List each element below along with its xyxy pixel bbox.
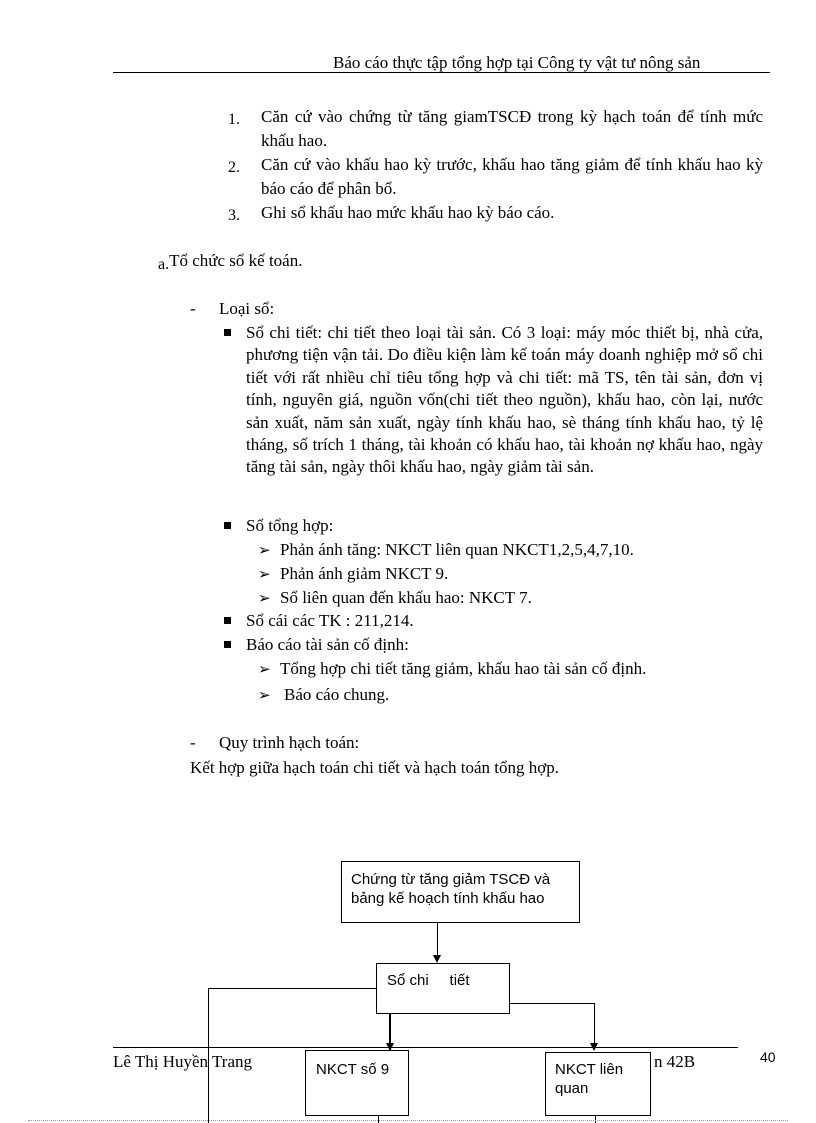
section-heading	[158, 251, 302, 271]
step-number: 3.	[228, 207, 240, 224]
footer-class: n 42B	[654, 1052, 696, 1071]
running-header: Báo cáo thực tập tổng hợp tại Công ty vật tư nông sản	[333, 53, 701, 72]
flow-box-so-chi-tiet: Sổ chi tiết	[376, 963, 510, 1014]
connector-line	[509, 1003, 595, 1004]
connector-line	[208, 988, 377, 989]
step-text: Căn cứ vào khấu hao kỳ trước, khấu hao tăng giảm để tính khấu hao kỳ báo cáo để phân bổ.	[261, 155, 763, 198]
arrow-bullet-icon: ➢	[258, 543, 271, 559]
loai-so-heading	[190, 299, 274, 319]
flow-box-nkct-lien-quan: NKCT liên quan	[545, 1052, 651, 1116]
bullet-bao-cao	[224, 634, 763, 656]
quy-trinh-desc: Kết hợp giữa hạch toán chi tiết và hạch toán tổng hợp.	[190, 758, 559, 777]
connector-line	[594, 1003, 595, 1045]
step-text: Ghi sổ khấu hao mức khấu hao kỳ báo cáo.	[261, 203, 555, 222]
dash-marker: -	[190, 733, 196, 752]
arrow-bullet-icon: ➢	[258, 662, 271, 678]
arrow-down-icon	[433, 955, 441, 963]
section-label: a.	[158, 256, 170, 273]
connector-line	[437, 923, 438, 956]
so-cai-text: Sổ cái các TK : 211,214.	[246, 611, 414, 630]
tong-hop-item: ➢ Sổ liên quan đến khấu hao: NKCT 7.	[258, 587, 532, 610]
loai-so-title: Loại sổ:	[219, 299, 275, 318]
tong-hop-item: ➢ Phản ánh tăng: NKCT liên quan NKCT1,2,5,4,7,10.	[258, 539, 634, 562]
bullet-so-tong-hop	[224, 515, 763, 537]
square-bullet-icon	[224, 522, 231, 529]
arrow-bullet-icon: ➢	[258, 591, 271, 607]
step-text: Căn cứ vào chứng từ tăng giamTSCĐ trong kỳ hạch toán để tính mức khấu hao.	[261, 107, 763, 150]
step-item	[228, 201, 763, 225]
page-number: 40	[760, 1049, 776, 1065]
step-item	[228, 153, 763, 201]
footer-rule	[113, 1047, 738, 1048]
flow-box-nkct-9: NKCT số 9	[305, 1050, 409, 1116]
arrow-bullet-icon: ➢	[258, 688, 271, 704]
step-number: 1.	[228, 111, 240, 128]
bao-cao-item: ➢ Tổng hợp chi tiết tăng giảm, khấu hao tài sản cố định.	[258, 658, 646, 681]
step-number: 2.	[228, 159, 240, 176]
dash-marker: -	[190, 299, 196, 318]
tong-hop-item: ➢ Phản ánh giảm NKCT 9.	[258, 563, 448, 586]
footer-author: Lê Thị Huyền Trang	[113, 1052, 252, 1071]
bullet-so-cai	[224, 610, 763, 632]
quy-trinh-heading	[190, 733, 359, 753]
flow-box-chung-tu: Chứng từ tăng giảm TSCĐ và bảng kế hoạch tính khấu hao	[341, 861, 580, 923]
page-edge-divider	[28, 1120, 788, 1121]
bullet-so-chi-tiet	[224, 322, 763, 479]
header-rule	[113, 72, 770, 73]
bao-cao-text: Báo cáo tài sản cố định:	[246, 635, 409, 654]
square-bullet-icon	[224, 641, 231, 648]
square-bullet-icon	[224, 617, 231, 624]
so-tong-hop-text: Sổ tổng hợp:	[246, 516, 334, 535]
section-title: Tổ chức sổ kế toán.	[169, 251, 303, 270]
square-bullet-icon	[224, 329, 231, 336]
quy-trinh-title: Quy trình hạch toán:	[219, 733, 360, 752]
bao-cao-item: ➢ Báo cáo chung.	[258, 684, 389, 707]
so-chi-tiet-text: Sổ chi tiết: chi tiết theo loại tài sản. Có 3 loại: máy móc thiết bị, nhà cửa, phương tiện vận tải. Do điều kiện làm kế toán máy doanh nghiệp mở sổ chi tiết với rất nhiều chỉ tiêu tổng hợp và chi tiết: mã TS, tên tài sản, đơn vị tính, nguyên giá, nguồn vốn(chi tiết theo nguồn), khấu hao, còn lại, nước sản xuất, năm sản xuất, ngày tính khấu hao, sè tháng tính khấu hao, tỷ lệ tháng, số trích 1 tháng, tài khoản có khấu hao, tài khoản nợ khấu hao, ngày tăng tài sản, ngày thôi khấu hao, ngày giảm tài sản.	[246, 323, 763, 477]
arrow-bullet-icon: ➢	[258, 567, 271, 583]
step-item	[228, 105, 763, 153]
